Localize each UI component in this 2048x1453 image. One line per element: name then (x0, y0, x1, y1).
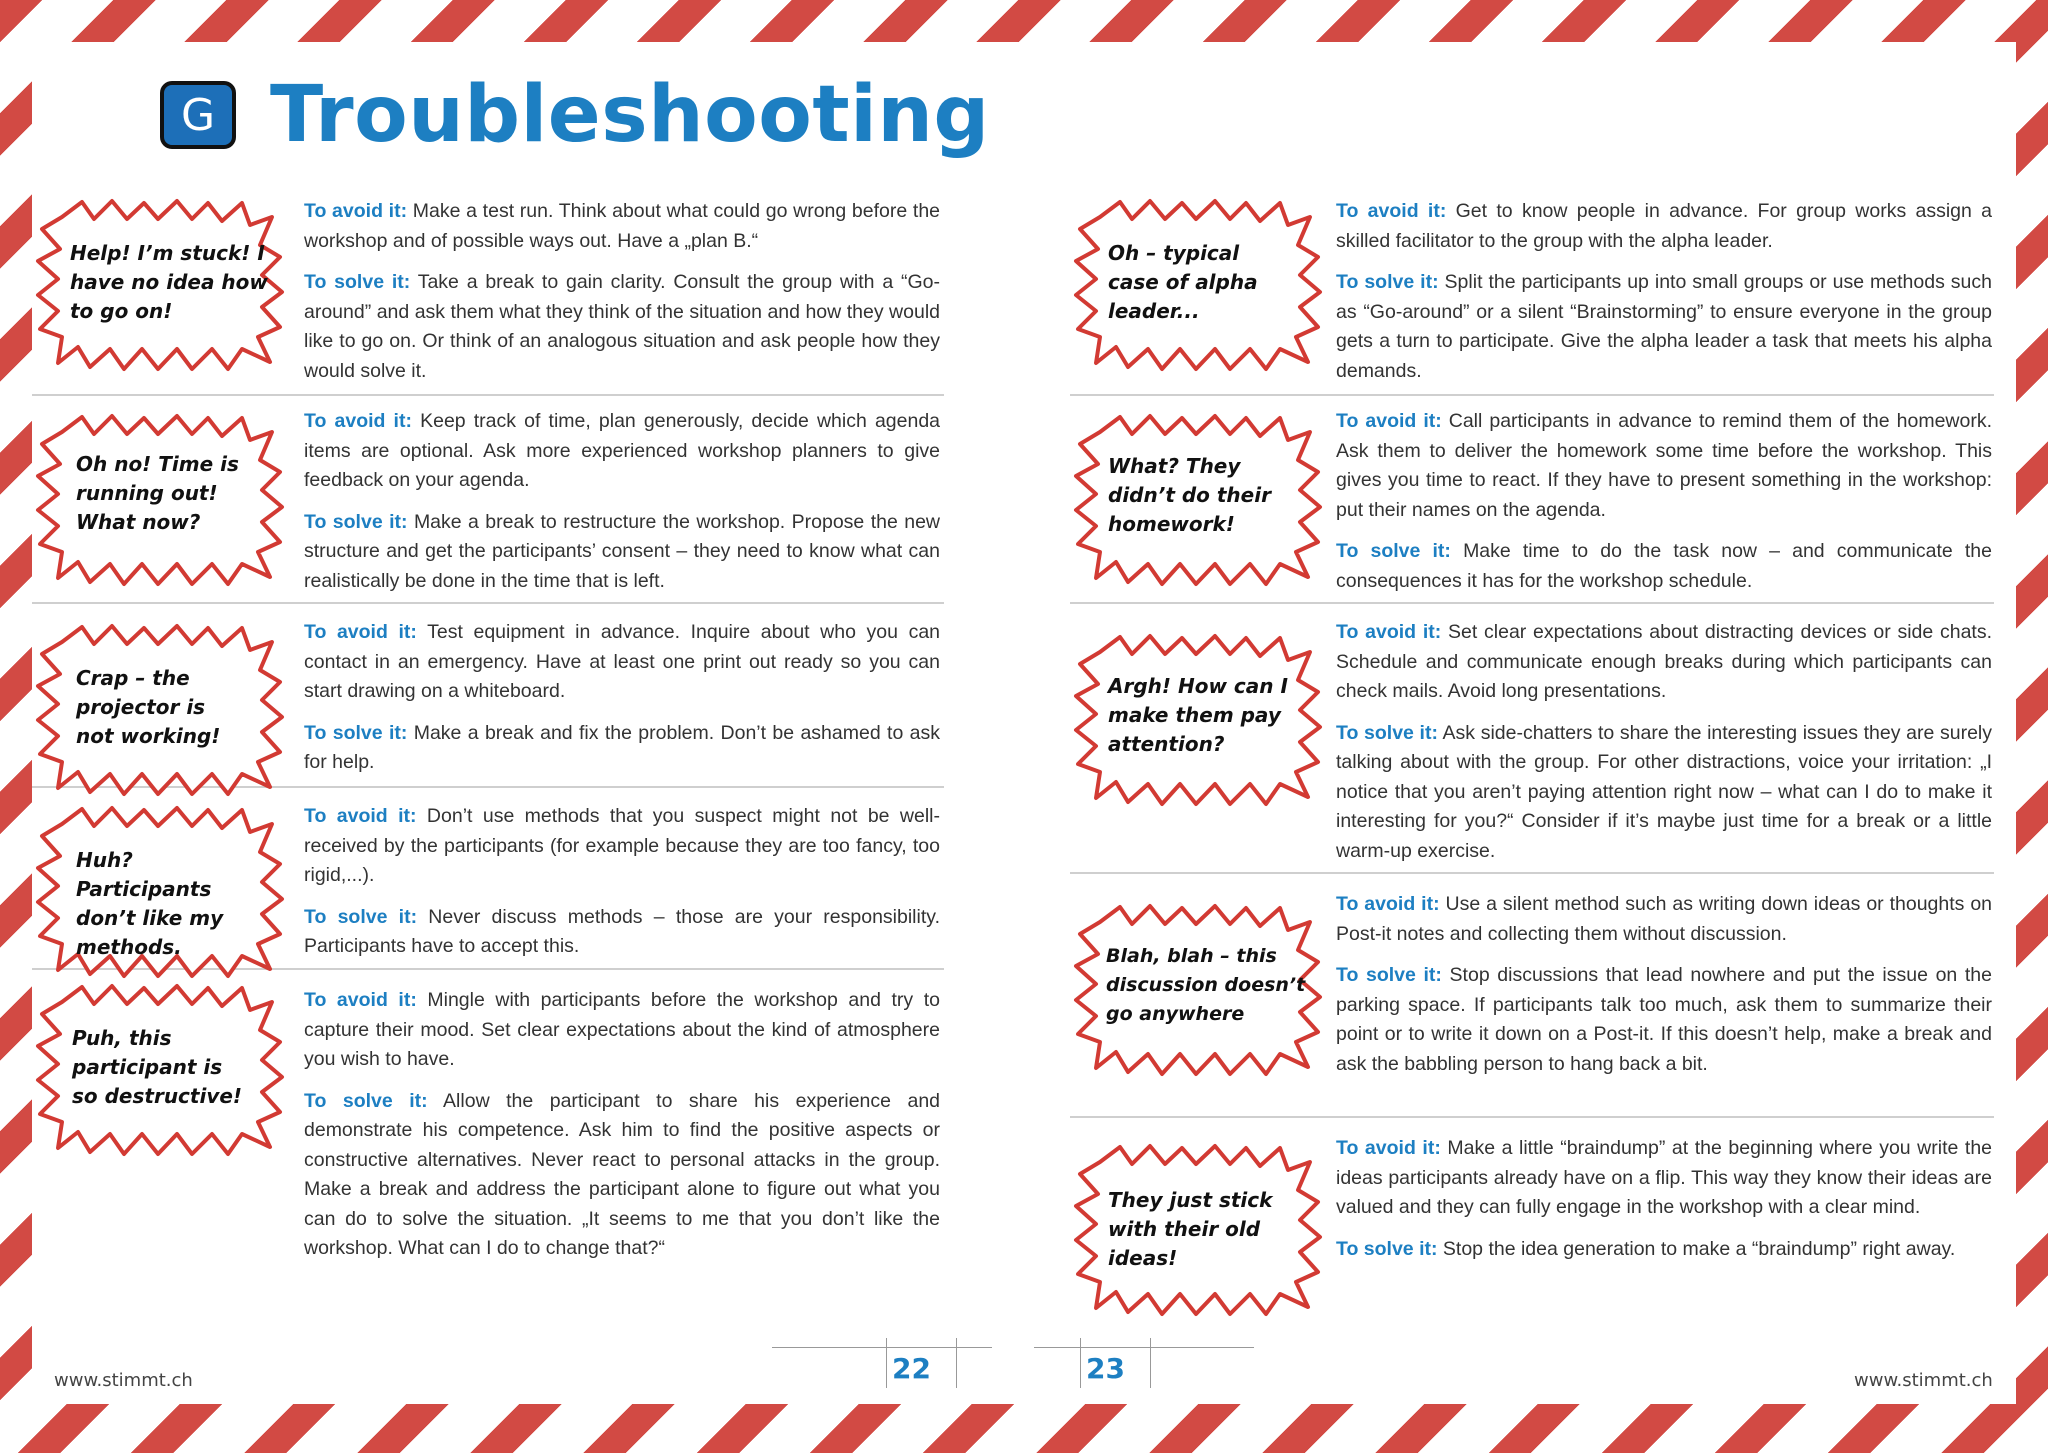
bubble-text: They just stick with their old ideas! (1108, 1188, 1273, 1270)
bubble-text: Huh? Participants don’t like my methods. (76, 848, 224, 959)
solve-label: To solve it: (1336, 540, 1451, 562)
solve-text: Split the participants up into small groups or use methods such as “Go-around” or a silent “Brainstorming” to ensure everyone in the group gets a turn to participate. Give the alpha leader a task that meets his alpha demands. (1336, 271, 1992, 382)
avoid-label: To avoid it: (1336, 200, 1447, 222)
item-body (304, 197, 940, 398)
footer-url: www.stimmt.ch (54, 1370, 193, 1391)
bubble-text: Argh! How can I make them pay attention? (1108, 674, 1288, 756)
page-number-tick (956, 1338, 957, 1388)
item-body (1336, 1134, 1992, 1276)
page-number: 23 (1086, 1352, 1125, 1385)
bubble-text: Oh – typical case of alpha leader... (1108, 241, 1258, 323)
avoid-text: Mingle with participants before the workshop and try to capture their mood. Set clear expectations about the kind of atmosphere you wish to have. (304, 989, 940, 1070)
page-number-rule (1034, 1347, 1254, 1348)
item-body (304, 407, 940, 608)
avoid-label: To avoid it: (1336, 893, 1440, 915)
speech-bubble (32, 622, 292, 802)
avoid-label: To avoid it: (304, 621, 417, 643)
solve-label: To solve it: (304, 1089, 428, 1112)
bubble-text: Oh no! Time is running out! What now? (76, 452, 239, 534)
solve-text: Make a break to restructure the workshop. Propose the new structure and get the participants’ consent – they need to know what can realistically be done in the time that is left. (304, 510, 941, 592)
solve-label: To solve it: (1336, 271, 1439, 293)
solve-text: Ask side-chatters to share the interesting issues they are surely talking about with the group. For other distractions, voice your irritation: „I notice that you aren’t paying attention right now – what can I do to make it interesting for you?“ Consider if it’s maybe just time for a break or a little warm-up exercise. (1336, 721, 1992, 862)
avoid-label: To avoid it: (1336, 1137, 1441, 1159)
item-body (1336, 197, 1992, 398)
chapter-badge (160, 81, 236, 149)
solve-text: Take a break to gain clarity. Consult the group with a “Go-around” and ask them what they think of the situation and how they would like to go on. Or think of an analogous situation and ask people how they would solve it. (304, 271, 940, 382)
bubble-text: Help! I’m stuck! I have no idea how to go on! (70, 241, 268, 323)
solve-label: To solve it: (304, 721, 408, 744)
speech-bubble (32, 804, 292, 984)
avoid-text: Make a little “braindump” at the beginning where you write the ideas participants already have on a flip. This way they know their ideas are valued and they can fully engage in the workshop with a clear mind. (1336, 1137, 1993, 1218)
item-body (304, 986, 940, 1276)
avoid-text: Keep track of time, plan generously, decide which agenda items are optional. Ask more experienced workshop planners to give feedback on your agenda. (304, 410, 941, 491)
avoid-label: To avoid it: (304, 989, 417, 1011)
bubble-text: Puh, this participant is so destructive! (72, 1026, 243, 1108)
avoid-label: To avoid it: (1336, 410, 1442, 432)
solve-label: To solve it: (1336, 1237, 1438, 1260)
solve-label: To solve it: (1336, 721, 1438, 744)
speech-bubble (1070, 412, 1330, 592)
page-number-tick (1150, 1338, 1151, 1388)
page-left (32, 42, 1022, 1404)
speech-bubble (1070, 197, 1330, 377)
solve-label: To solve it: (304, 510, 408, 533)
speech-bubble (32, 412, 292, 592)
avoid-text: Test equipment in advance. Inquire about who you can contact in an emergency. Have at least one print out ready so you can start drawing on a whiteboard. (304, 621, 941, 702)
page-number-tick (886, 1338, 887, 1388)
spread (32, 42, 2016, 1404)
footer-url: www.stimmt.ch (1854, 1370, 1993, 1391)
bubble-text: Blah, blah – this discussion doesn’t go anywhere (1106, 945, 1306, 1025)
solve-label: To solve it: (1336, 964, 1442, 986)
page-right (1024, 42, 2016, 1404)
avoid-text: Use a silent method such as writing down ideas or thoughts on Post-it notes and collecting them without discussion. (1336, 893, 1993, 945)
solve-text: Make a break and fix the problem. Don’t be ashamed to ask for help. (304, 721, 940, 773)
speech-bubble (32, 982, 292, 1162)
avoid-text: Don’t use methods that you suspect might not be well-received by the participants (for example because they are too fancy, too rigid,...). (304, 805, 941, 886)
page-number-tick (1080, 1338, 1081, 1388)
bubble-text: What? They didn’t do their homework! (1108, 454, 1271, 536)
avoid-label: To avoid it: (1336, 621, 1442, 643)
item-body (1336, 618, 1992, 878)
speech-bubble (1070, 632, 1330, 812)
avoid-label: To avoid it: (304, 200, 408, 222)
avoid-text: Call participants in advance to remind them of the homework. Ask them to deliver the homework some time before the workshop. This gives you time to react. If they have to present something in the workshop: put their names on the agenda. (1336, 410, 1992, 521)
chapter-letter: G (180, 89, 216, 141)
solve-text: Make time to do the task now – and communicate the consequences it has for the workshop schedule. (1336, 540, 1992, 592)
avoid-label: To avoid it: (304, 805, 417, 827)
bubble-text: Crap – the projector is not working! (76, 666, 221, 748)
solve-text: Never discuss methods – those are your responsibility. Participants have to accept this. (304, 905, 940, 957)
speech-bubble (1070, 902, 1330, 1082)
solve-text: Stop discussions that lead nowhere and put the issue on the parking space. If participants talk too much, ask them to summarize their point or to write it down on a Post-it. If this doesn’t help, make a break and ask the babbling person to hang back a bit. (1336, 964, 1992, 1075)
solve-text: Allow the participant to share his experience and demonstrate his competence. Ask him to find the positive aspects or constructive alternatives. Never react to personal attacks in the group. Make a break and address the participant alone to figure out what you can do to solve the situation. „It seems to me that you don’t like the workshop. What can I do to change that?“ (304, 1089, 941, 1259)
item-body (304, 802, 940, 974)
avoid-label: To avoid it: (304, 410, 412, 432)
solve-label: To solve it: (304, 271, 411, 293)
avoid-text: Set clear expectations about distracting devices or side chats. Schedule and communicate enough breaks during which participants can check mails. Avoid long presentations. (1336, 621, 1993, 702)
item-body (1336, 407, 1992, 608)
solve-label: To solve it: (304, 905, 418, 928)
item-body (1336, 890, 1992, 1091)
solve-text: Stop the idea generation to make a “braindump” right away. (1442, 1237, 1956, 1260)
page-number: 22 (892, 1352, 931, 1385)
speech-bubble (32, 197, 292, 377)
avoid-text: Make a test run. Think about what could go wrong before the workshop and of possible ways out. Have a „plan B.“ (304, 200, 941, 252)
page-title: Troubleshooting (270, 70, 990, 160)
speech-bubble (1070, 1142, 1330, 1322)
item-body (304, 618, 940, 790)
avoid-text: Get to know people in advance. For group works assign a skilled facilitator to the group with the alpha leader. (1336, 200, 1993, 252)
page-number-rule (772, 1347, 992, 1348)
chapter-heading (160, 70, 990, 160)
